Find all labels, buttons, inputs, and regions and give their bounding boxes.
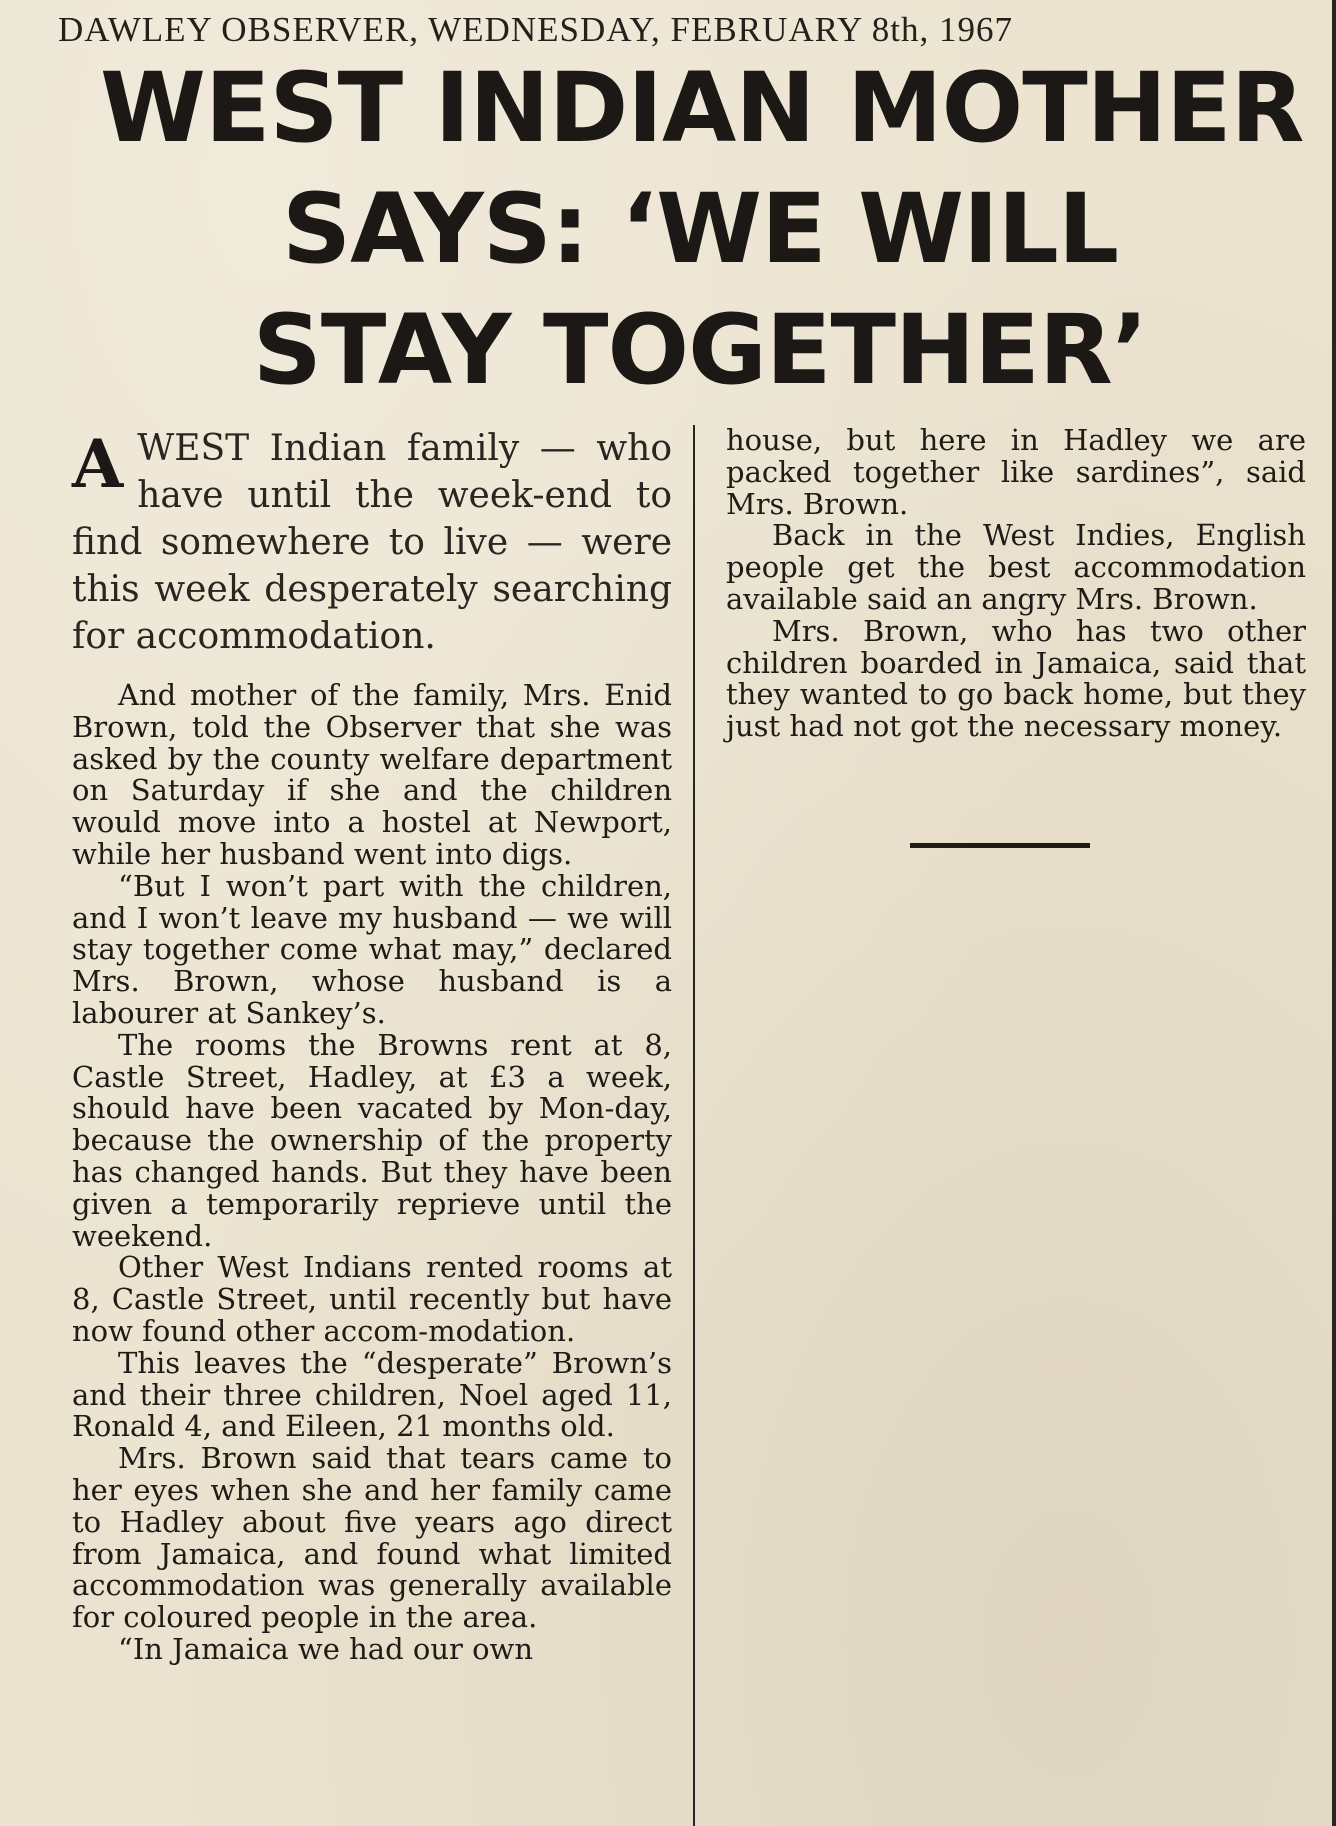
headline-line-3: STAY TOGETHER’ xyxy=(252,294,1148,406)
body-text-left xyxy=(72,680,672,1666)
paragraph: And mother of the family, Mrs. Enid Brown, told the Observer that she was asked by the county welfare department on Saturday if she and the children would move into a hostel at Newport, while her husband went into digs. xyxy=(72,678,672,871)
page-edge xyxy=(1332,0,1336,1826)
paragraph: Mrs. Brown said that tears came to her eyes when she and her family came to Hadley about five years ago direct from Jamaica, and found what limited accommodation was generally available for coloured people in the area. xyxy=(72,1441,672,1635)
article-column-left xyxy=(72,425,672,1666)
column-divider xyxy=(693,425,695,1826)
paragraph: Back in the West Indies, English people get the best accommodation available said an angry Mrs. Brown. xyxy=(726,518,1306,616)
paragraph: “But I won’t part with the children, and I won’t leave my husband — we will stay together come what may,” declared Mrs. Brown, whose husband is a labourer at Sankey’s. xyxy=(72,868,672,1030)
lead-paragraph xyxy=(72,425,672,660)
paragraph: Other West Indians rented rooms at 8, Castle Street, until recently but have now found other accom-modation. xyxy=(72,1250,672,1348)
paragraph: The rooms the Browns rent at 8, Castle Street, Hadley, at £3 a week, should have been vacated by Mon-day, because the ownership of the property has changed hands. But they have been given a temporarily reprieve until the weekend. xyxy=(72,1027,672,1253)
paragraph: Mrs. Brown, who has two other children boarded in Jamaica, said that they wanted to go back home, but they just had not got the necessary money. xyxy=(726,613,1306,744)
paragraph: This leaves the “desperate” Brown’s and their three children, Noel aged 11, Ronald 4, and Eileen, 21 months old. xyxy=(72,1345,672,1444)
masthead: DAWLEY OBSERVER, WEDNESDAY, FEBRUARY 8th, 1967 xyxy=(58,10,1014,49)
headline xyxy=(100,48,1304,411)
lead-text: WEST Indian family — who have until the week-end to find somewhere to live — were this week desperately searching for accommodation. xyxy=(72,428,672,657)
paragraph: “In Jamaica we had our own xyxy=(118,1631,534,1666)
paragraph: house, but here in Hadley we are packed together like sardines”, said Mrs. Brown. xyxy=(726,423,1306,521)
drop-cap: A xyxy=(72,425,124,503)
headline-line-2: SAYS: ‘WE WILL xyxy=(281,173,1119,285)
end-of-article-rule xyxy=(910,843,1090,848)
body-text-right xyxy=(726,425,1306,743)
headline-line-1: WEST INDIAN MOTHER xyxy=(100,52,1304,164)
article-column-right xyxy=(726,425,1306,743)
